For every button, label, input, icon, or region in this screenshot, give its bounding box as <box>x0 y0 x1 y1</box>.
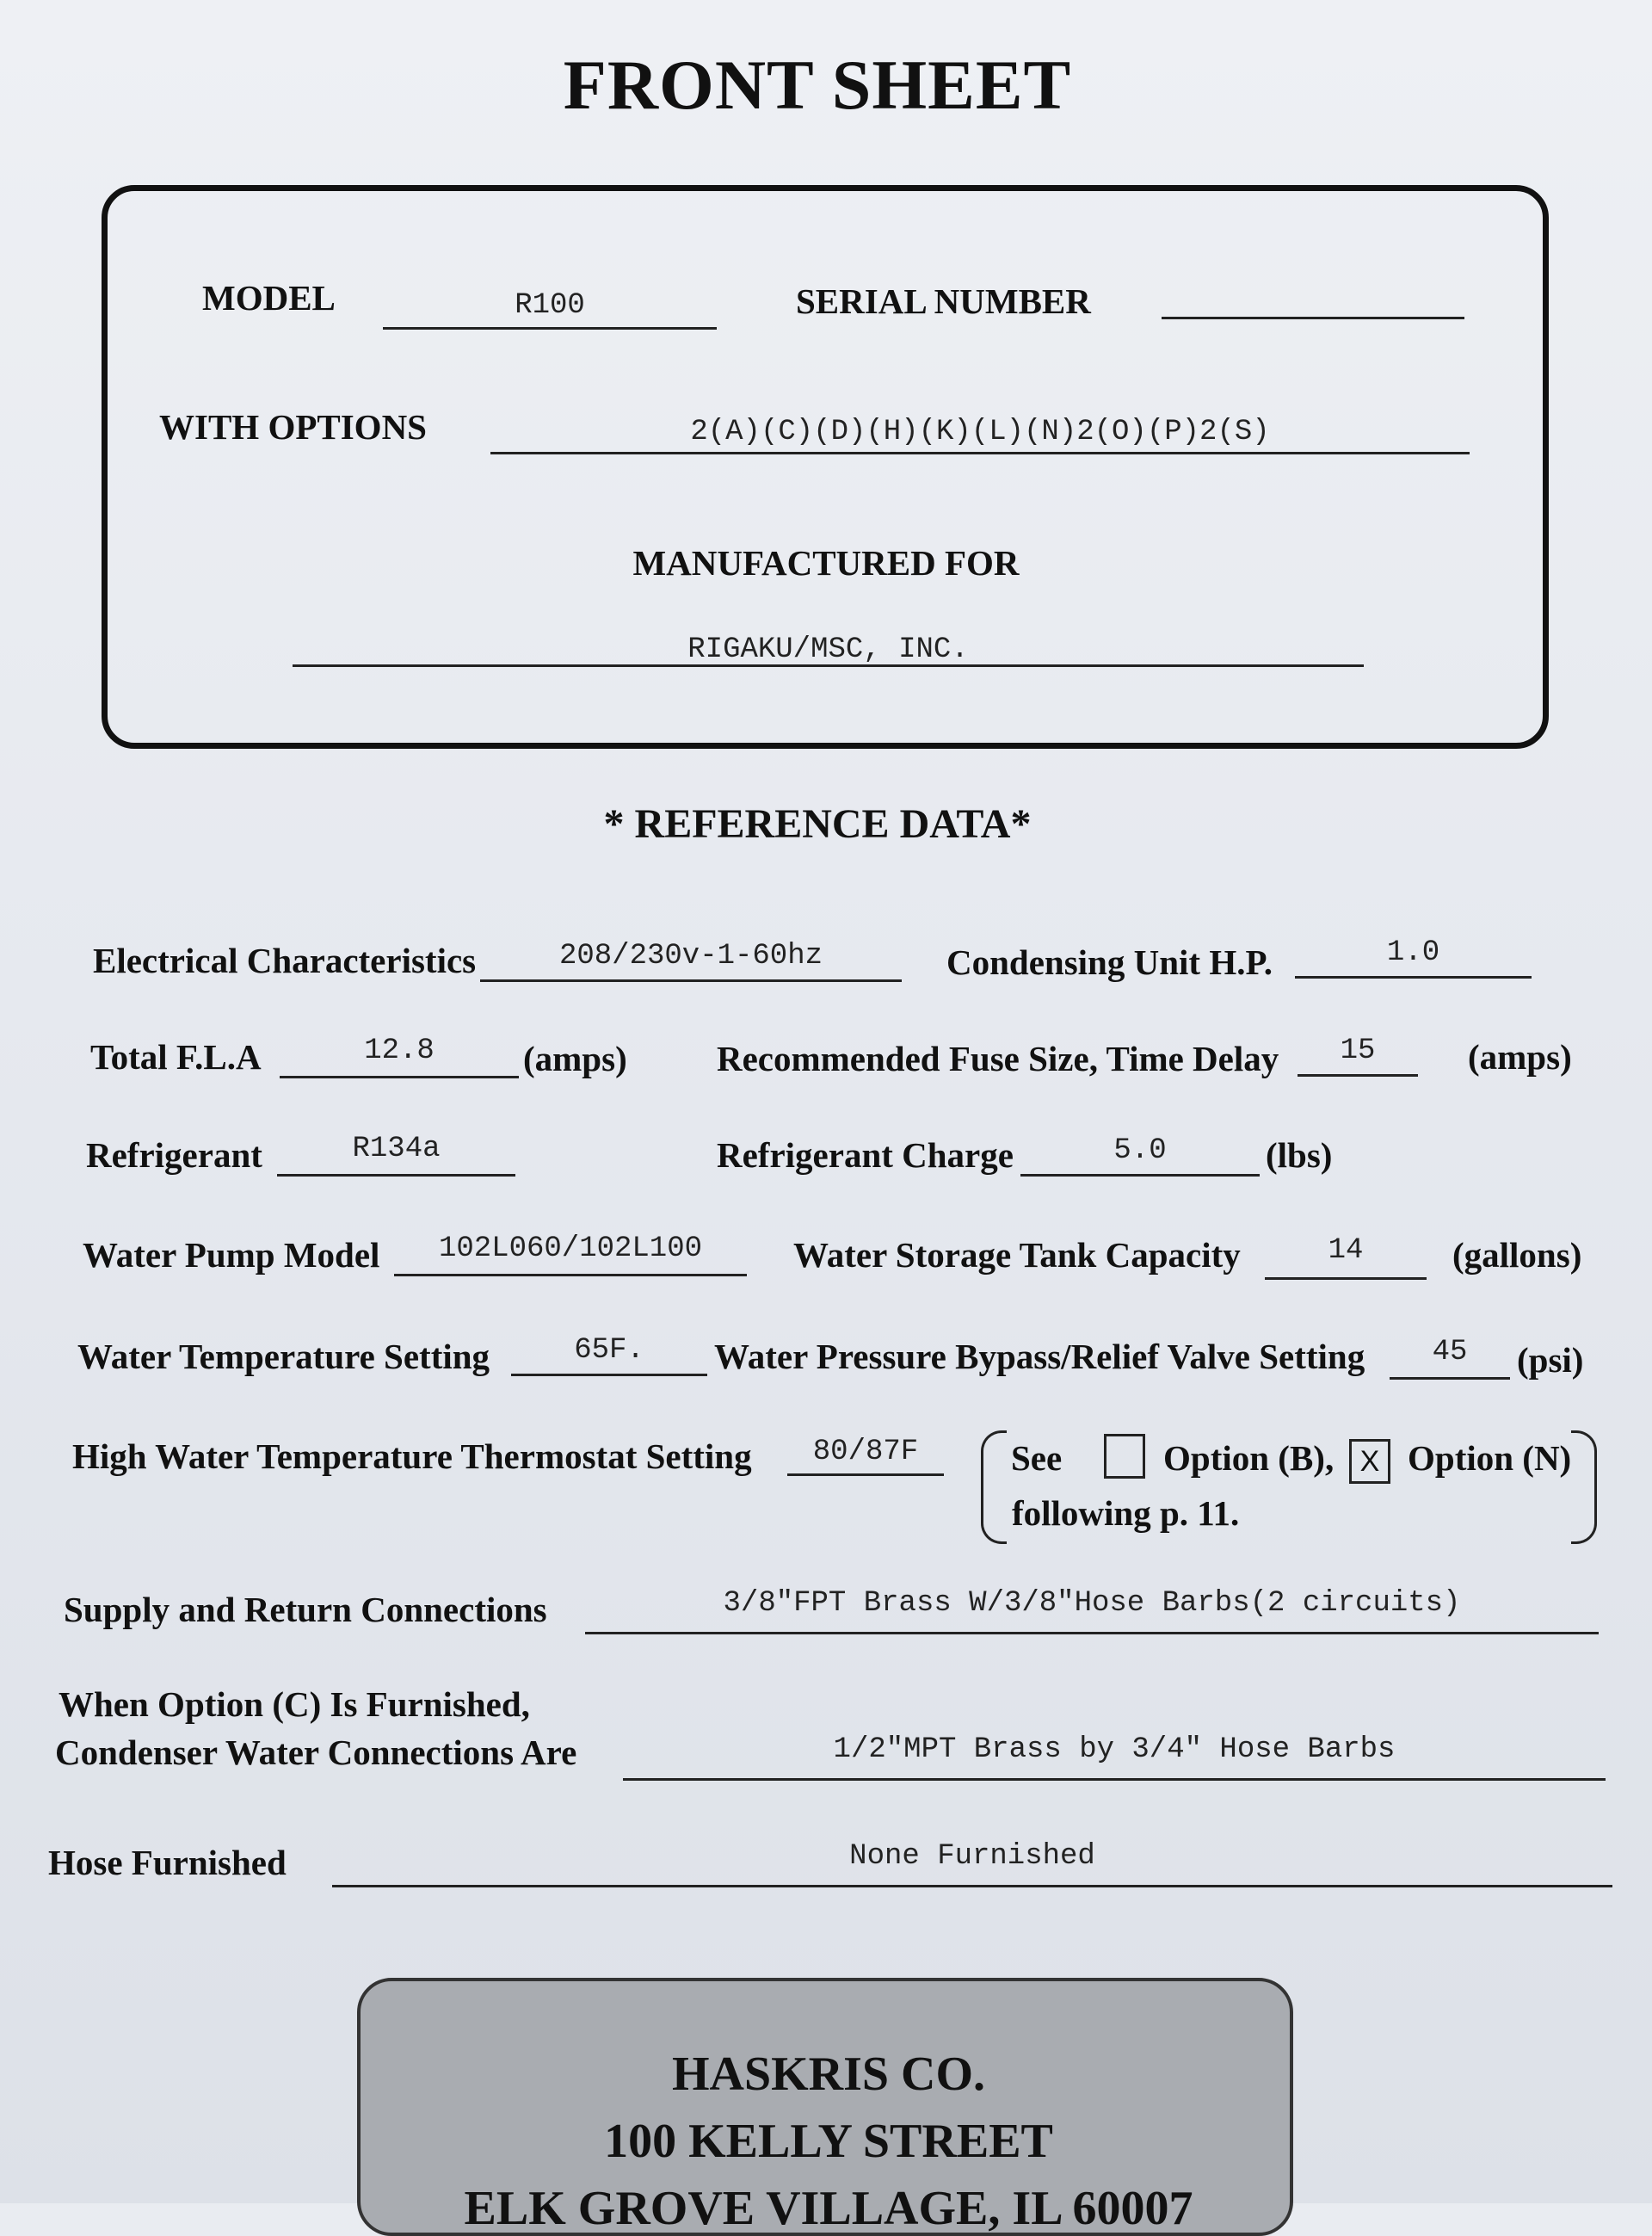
condenser-value: 1/2"MPT Brass by 3/4" Hose Barbs <box>833 1733 1396 1766</box>
fuse-line <box>1298 1074 1418 1077</box>
options-value: 2(A)(C)(D)(H)(K)(L)(N)2(O)(P)2(S) <box>690 416 1270 448</box>
electrical-value: 208/230v-1-60hz <box>558 940 823 973</box>
hose-furnished-label: Hose Furnished <box>48 1843 287 1882</box>
thermostat-line <box>787 1473 944 1476</box>
hose-furnished-value: None Furnished <box>849 1840 1095 1873</box>
option-n-checkbox[interactable]: X <box>1349 1439 1390 1484</box>
page-title: FRONT SHEET <box>563 46 1072 124</box>
right-bracket <box>1571 1430 1597 1544</box>
reference-data-title: * REFERENCE DATA* <box>603 801 1032 847</box>
charge-value: 5.0 <box>1113 1134 1167 1167</box>
model-line <box>383 327 717 330</box>
fla-unit: (amps) <box>523 1039 627 1078</box>
supply-return-line <box>585 1632 1599 1634</box>
tank-label: Water Storage Tank Capacity <box>793 1235 1241 1275</box>
pump-value: 102L060/102L100 <box>438 1232 703 1265</box>
refrigerant-line <box>277 1174 515 1177</box>
condenser-line <box>623 1778 1606 1781</box>
condenser-label-line2: Condenser Water Connections Are <box>55 1733 577 1772</box>
tank-value: 14 <box>1328 1234 1364 1267</box>
condensing-label: Condensing Unit H.P. <box>946 942 1273 982</box>
thermostat-label: High Water Temperature Thermostat Setting <box>72 1436 752 1476</box>
hose-furnished-line <box>332 1885 1612 1887</box>
fla-value: 12.8 <box>364 1035 435 1067</box>
tank-line <box>1265 1277 1427 1280</box>
serial-number-label: SERIAL NUMBER <box>796 281 1091 321</box>
bypass-label: Water Pressure Bypass/Relief Valve Setting <box>714 1337 1365 1376</box>
refrigerant-value: R134a <box>352 1133 441 1165</box>
city-state-zip: ELK GROVE VILLAGE, IL 60007 <box>464 2182 1193 2235</box>
street-address: 100 KELLY STREET <box>604 2115 1053 2168</box>
pump-line <box>394 1274 747 1276</box>
manufactured-for-label: MANUFACTURED FOR <box>632 543 1020 583</box>
model-value: R100 <box>515 289 585 322</box>
following-page-label: following p. 11. <box>1012 1493 1240 1533</box>
options-label: WITH OPTIONS <box>159 407 427 447</box>
fla-line <box>280 1076 519 1078</box>
serial-number-line <box>1162 317 1464 319</box>
charge-line <box>1020 1174 1260 1177</box>
water-temp-label: Water Temperature Setting <box>77 1337 490 1376</box>
company-name: HASKRIS CO. <box>671 2048 986 2101</box>
electrical-label: Electrical Characteristics <box>93 941 477 980</box>
tank-unit: (gallons) <box>1452 1235 1582 1275</box>
condensing-value: 1.0 <box>1386 936 1440 969</box>
charge-unit: (lbs) <box>1266 1135 1333 1175</box>
fuse-label: Recommended Fuse Size, Time Delay <box>717 1039 1279 1078</box>
manufactured-for-value: RIGAKU/MSC, INC. <box>687 633 969 666</box>
condensing-line <box>1295 976 1532 979</box>
supply-return-label: Supply and Return Connections <box>64 1590 547 1629</box>
bypass-value: 45 <box>1432 1336 1468 1368</box>
refrigerant-label: Refrigerant <box>86 1135 262 1175</box>
bypass-unit: (psi) <box>1517 1340 1584 1380</box>
pump-label: Water Pump Model <box>83 1235 380 1275</box>
supply-return-value: 3/8"FPT Brass W/3/8"Hose Barbs(2 circuits) <box>723 1587 1461 1620</box>
water-temp-line <box>511 1374 707 1376</box>
fuse-value: 15 <box>1340 1035 1376 1067</box>
option-b-checkbox[interactable] <box>1104 1434 1145 1479</box>
left-bracket <box>981 1430 1007 1544</box>
see-label: See <box>1011 1438 1063 1478</box>
option-n-label: Option (N) <box>1408 1438 1572 1478</box>
thermostat-value: 80/87F <box>812 1436 919 1468</box>
options-line <box>490 452 1470 454</box>
manufacturer-address-box <box>357 1978 1293 2236</box>
fuse-unit: (amps) <box>1468 1037 1572 1077</box>
electrical-line <box>480 979 902 982</box>
option-b-label: Option (B), <box>1163 1438 1335 1478</box>
bypass-line <box>1390 1377 1510 1380</box>
model-label: MODEL <box>202 278 336 318</box>
fla-label: Total F.L.A <box>90 1037 262 1077</box>
charge-label: Refrigerant Charge <box>717 1135 1014 1175</box>
condenser-label-line1: When Option (C) Is Furnished, <box>59 1684 530 1724</box>
water-temp-value: 65F. <box>574 1334 644 1367</box>
